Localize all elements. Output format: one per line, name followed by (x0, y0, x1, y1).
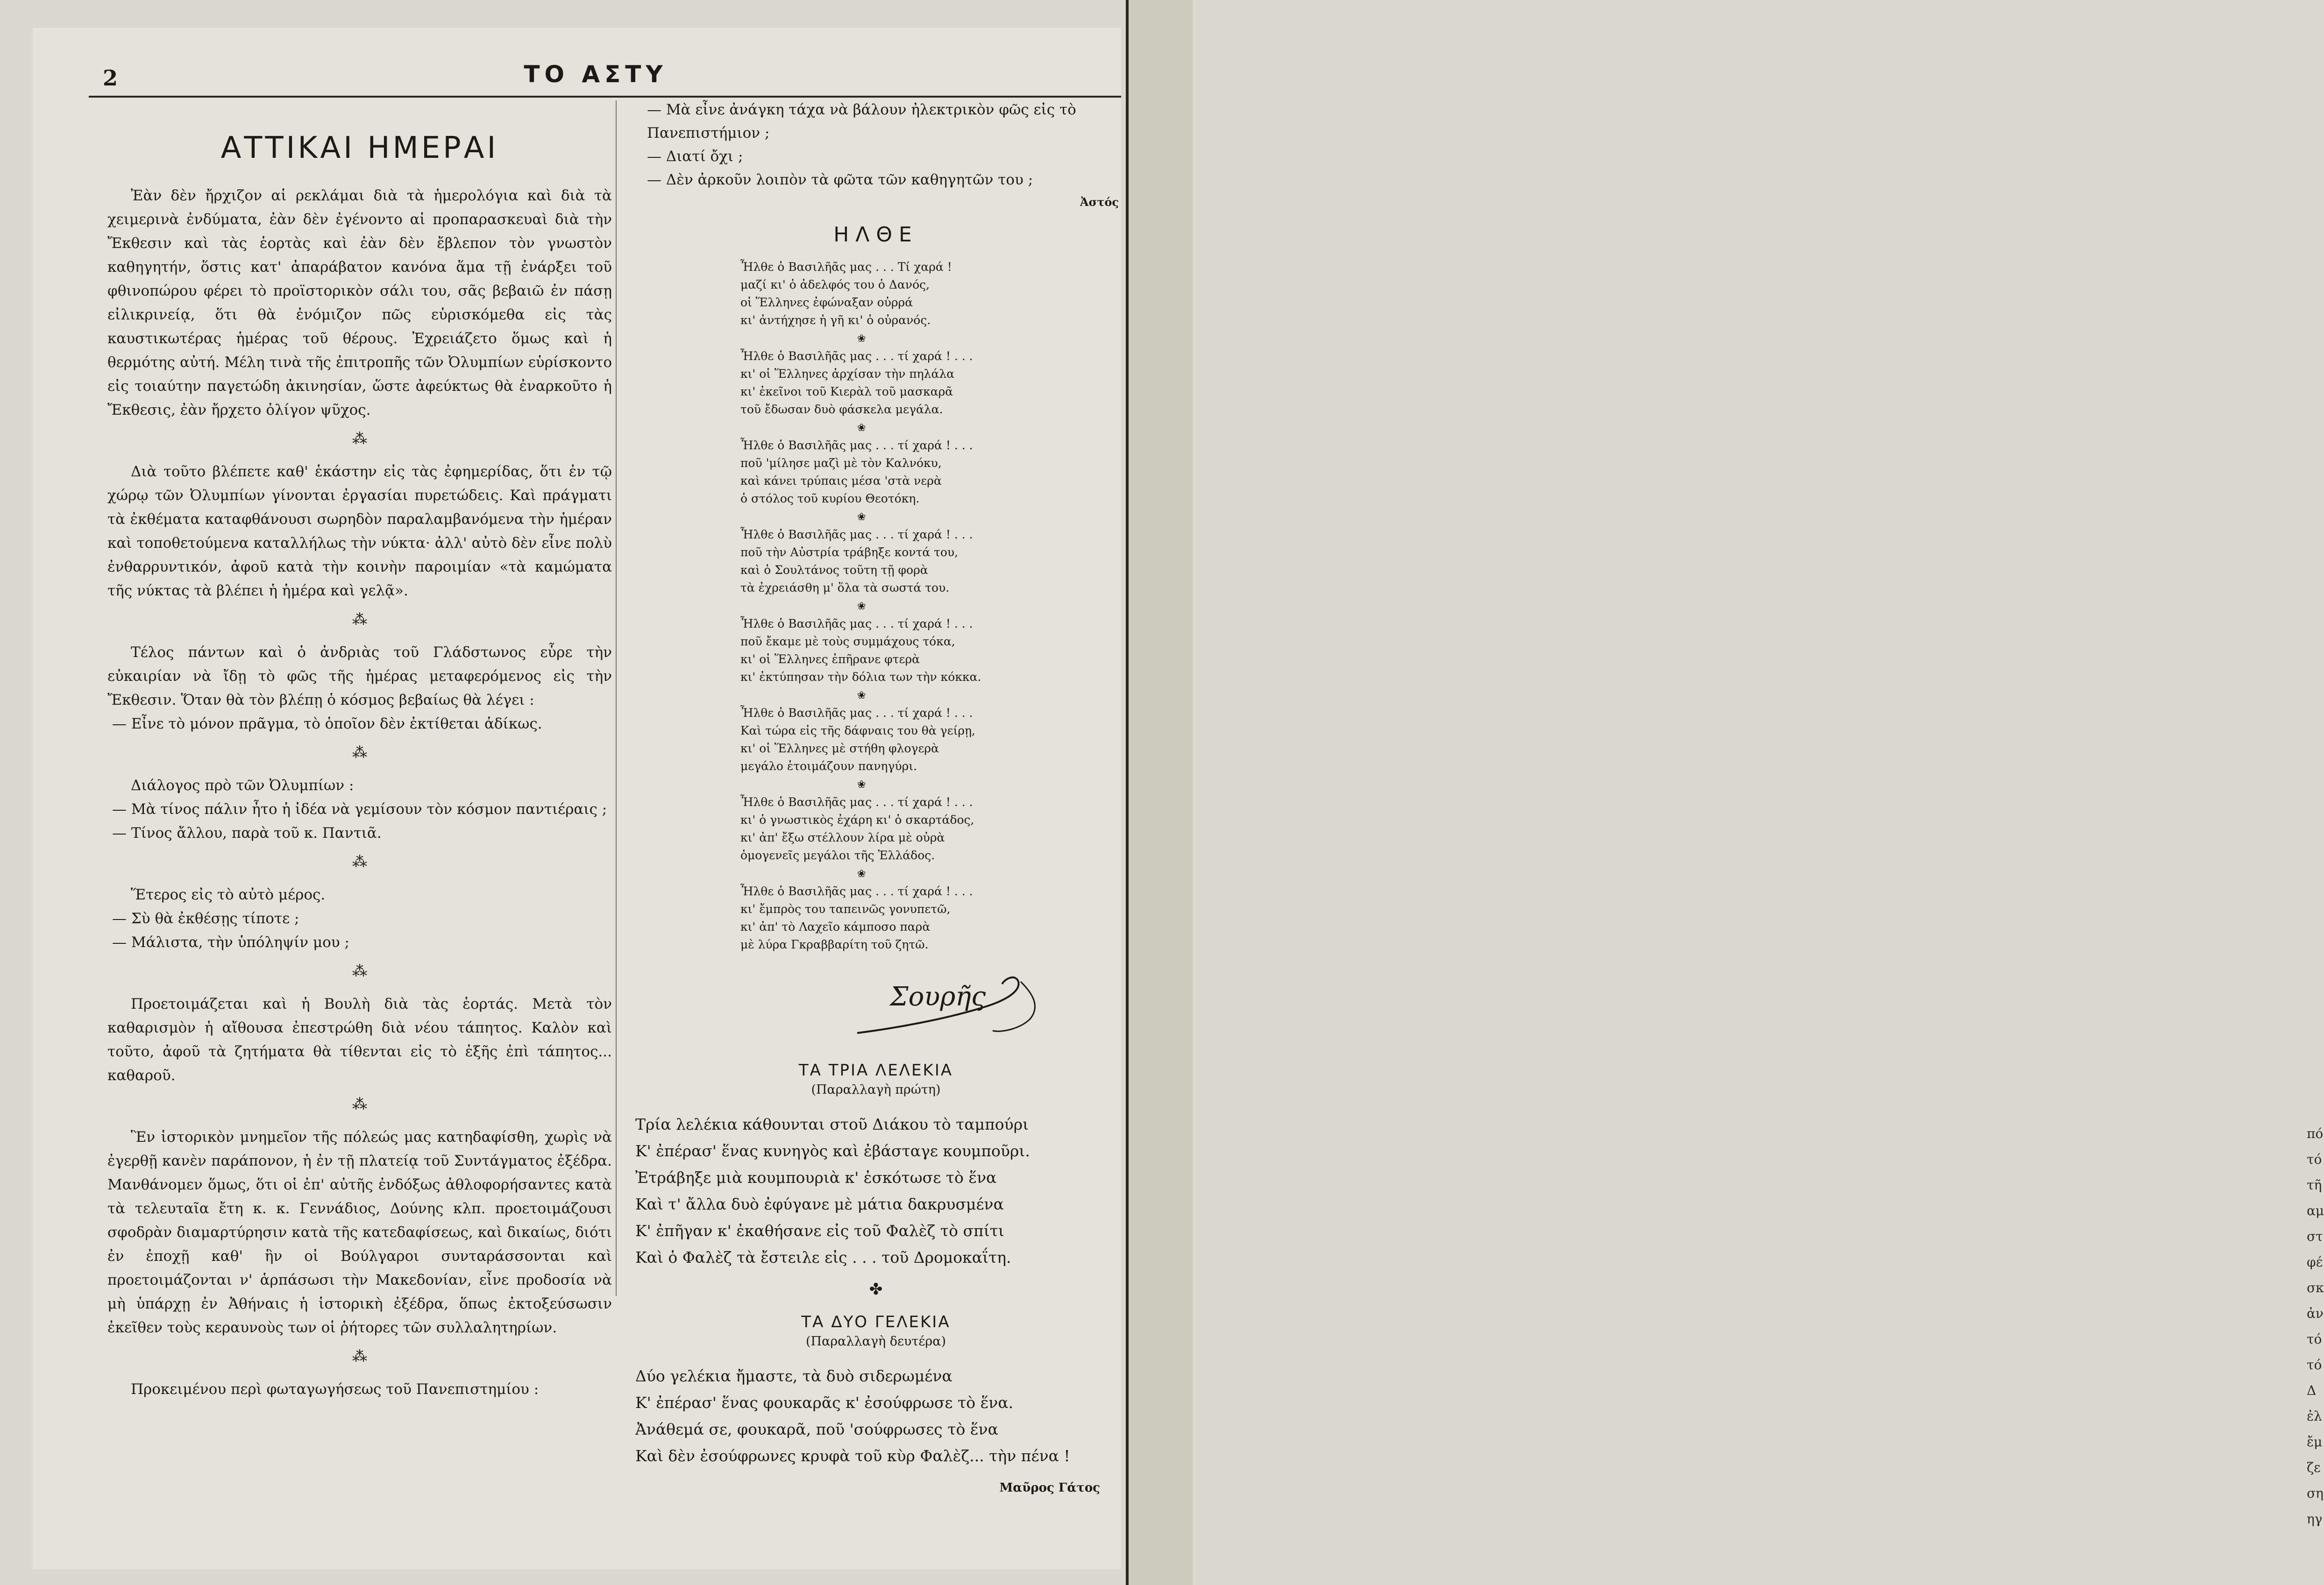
edge-letter: ση (2307, 1486, 2324, 1501)
song-1-note: (Παραλλαγὴ πρώτη) (811, 1083, 941, 1097)
stanza-line: ὁ στόλος τοῦ κυρίου Θεοτόκη. (740, 492, 920, 505)
stanza-divider: ❀ (857, 601, 866, 612)
paragraph-7: Ἓν ἱστορικὸν μνημεῖον τῆς πόλεώς μας κατηδαφίσθη, χωρὶς νὰ ἐγερθῇ κανὲν παράπονον, ἡ ἐν τῇ πλατείᾳ τοῦ Συντάγματος ἐξέδρα. Μανθάνομεν ὅμως, ὅτι οἱ ἐπ' αὐτῆς ἐνδόξως ἀθλοφορήσαντες κατὰ τὰ τελευταῖα ἔτη κ. κ. Γεννάδιος, Δούνης κλπ. προετοιμάζουσι σφοδρὰν διαμαρτύρησιν κατὰ τῆς κατεδαφίσεως, καὶ δικαίως, διότι ἐν ἐποχῇ καθ' ἣν οἱ Βούλγαροι συνταράσσονται καὶ προετοιμάζονται ν' ἁρπάσωσι τὴν Μακεδονίαν, εἶνε προδοσία νὰ μὴ ὑπάρχῃ ἐν Ἀθήναις ἡ ἱστορικὴ ἐξέδρα, ὅπως ἐκτοξεύσωσιν ἐκεῖθεν τοὺς κεραυνοὺς των οἱ ῥήτορες τῶν συλλαλητηρίων. (107, 1129, 612, 1336)
stanza-line: κι' ἀπ' τὸ Λαχεῖο κάμποσο παρὰ (740, 920, 931, 934)
verse-line: Ἀνάθεμά σε, φουκαρᾶ, ποῦ 'σούφρωσες τὸ ἕνα (635, 1420, 998, 1438)
astos-signature: Ἀστός (1080, 195, 1119, 209)
stanza-line: καὶ κάνει τρύπαις μέσα 'στὰ νερὰ (740, 474, 942, 488)
stanza-line: κι' ἀπ' ἔξω στέλλουν λίρα μὲ οὐρὰ (740, 831, 945, 844)
stanza-divider: ❀ (857, 422, 866, 434)
stanza-divider: ❀ (857, 511, 866, 523)
stanza-line: Ἦλθε ὁ Βασιλῆᾶς μας . . . τί χαρά ! . . . (740, 884, 973, 898)
song-2-note: (Παραλλαγὴ δευτέρα) (806, 1334, 946, 1349)
stanza (740, 615, 1123, 686)
verse-line: Καὶ ὁ Φαλὲζ τὰ ἔστειλε εἰς . . . τοῦ Δρομοκαΐτη. (635, 1248, 1011, 1267)
stanza-line: κι' οἱ Ἕλληνες μὲ στήθη φλογερὰ (740, 742, 939, 755)
article-heading: ΑΤΤΙΚΑΙ ΗΜΕΡΑΙ (220, 131, 499, 165)
edge-letter: πό (2307, 1126, 2324, 1141)
stanza-divider: ❀ (857, 690, 866, 701)
stanza-line: Ἦλθε ὁ Βασιλῆᾶς μας . . . τί χαρά ! . . . (740, 528, 973, 541)
stanza (740, 347, 1123, 418)
verse-line: Καὶ τ' ἄλλα δυὸ ἐφύγανε μὲ μάτια δακρυσμένα (635, 1195, 1004, 1213)
asterism-1: ⁂ (352, 430, 367, 447)
stanza-line: ποῦ 'μίλησε μαζὶ μὲ τὸν Καλνόκυ, (740, 456, 942, 470)
page-header (70, 56, 1121, 93)
header-rule (89, 96, 1121, 98)
paragraph-8: Προκειμένου περὶ φωταγωγήσεως τοῦ Πανεπιστημίου : (131, 1381, 539, 1398)
song-2-verse (628, 1363, 1123, 1469)
stanza (740, 437, 1123, 508)
dialog-line-3: — Δὲν ἀρκοῦν λοιπὸν τὰ φῶτα τῶν καθηγητῶν του ; (647, 171, 1033, 188)
asterism-5: ⁂ (352, 962, 367, 980)
edge-letter: ἀν (2307, 1306, 2324, 1321)
asterism-7: ⁂ (352, 1347, 367, 1365)
paragraph-4-line-2: — Τίνος ἄλλου, παρὰ τοῦ κ. Παντιᾶ. (112, 825, 382, 842)
edge-letter: τό (2307, 1357, 2322, 1373)
poem-stanzas (628, 258, 1123, 954)
stanza (740, 883, 1123, 954)
stanza-line: κι' οἱ Ἕλληνες ἀρχίσαν τὴν πηλάλα (740, 367, 955, 381)
edge-letter: ἐλ (2307, 1408, 2322, 1424)
stanza-line: κι' ἔμπρὸς του ταπεινῶς γονυπετῶ, (740, 902, 951, 916)
edge-letter: ηγ (2307, 1511, 2323, 1527)
signature-area (628, 963, 1123, 1047)
paragraph-3: Τέλος πάντων καὶ ὁ ἀνδριὰς τοῦ Γλάδστωνος εὗρε τὴν εὐκαιρίαν νὰ ἴδῃ τὸ φῶς τῆς ἡμέρας μεταφερόμενος εἰς τὴν Ἔκθεσιν. Ὅταν θὰ τὸν βλέπῃ ὁ κόσμος βεβαίως θὰ λέγει : (107, 644, 612, 708)
stanza-line: μὲ λύρα Γκραββαρίτη τοῦ ζητῶ. (740, 938, 929, 951)
stanza-line: Καὶ τώρα εἰς τῆς δάφναις του θὰ γείρῃ, (740, 724, 976, 737)
stanza-line: Ἦλθε ὁ Βασιλῆᾶς μας . . . τί χαρά ! . . . (740, 795, 973, 809)
newspaper-title: ΤΟ ΑΣΤΥ (524, 61, 668, 88)
edge-letter: στ (2307, 1229, 2323, 1244)
paragraph-5-line-1: — Σὺ θὰ ἐκθέσῃς τίποτε ; (112, 910, 299, 927)
stanza-divider: ❀ (857, 779, 866, 791)
song-1-verse (628, 1111, 1123, 1271)
verse-line: Τρία λελέκια κάθουνται στοῦ Διάκου τὸ ταμπούρι (635, 1115, 1029, 1133)
paragraph-5-line-2: — Μάλιστα, τὴν ὑπόληψίν μου ; (112, 934, 349, 951)
paragraph-3-dialog: — Εἶνε τὸ μόνον πρᾶγμα, τὸ ὁποῖον δὲν ἐκτίθεται ἀδίκως. (112, 715, 542, 732)
edge-letter: ἔμ (2307, 1434, 2323, 1450)
stanza-line: κι' ἐκεῖνοι τοῦ Κιερὰλ τοῦ μασκαρᾶ (740, 385, 953, 398)
verse-line: Ἐτράβηξε μιὰ κουμπουριὰ κ' ἐσκότωσε τὸ ἕνα (635, 1168, 997, 1187)
verse-line: Καὶ δὲν ἐσούφρωνες κρυφὰ τοῦ κὺρ Φαλὲζ... τὴν πένα ! (635, 1447, 1070, 1465)
poem-title: ΗΛΘΕ (833, 223, 918, 247)
stanza-line: ποῦ ἔκαμε μὲ τοὺς συμμάχους τόκα, (740, 635, 955, 648)
ornament-divider: ✤ (869, 1280, 883, 1299)
left-column (107, 121, 612, 1401)
edge-letter: Δ (2307, 1383, 2317, 1398)
article-body (107, 184, 612, 1401)
edge-letter: ζε (2307, 1460, 2321, 1475)
dialog-line-2: — Διατί ὄχι ; (647, 148, 743, 165)
verse-line: Κ' ἐπῆγαν κ' ἐκαθήσανε εἰς τοῦ Φαλὲζ τὸ σπίτι (635, 1222, 1004, 1240)
stanza-line: κι' ἀντήχησε ἡ γῆ κι' ὁ οὐρανός. (740, 313, 931, 327)
dialog-line-1: — Μὰ εἶνε ἀνάγκη τάχα νὰ βάλουν ἠλεκτρικὸν φῶς εἰς τὸ Πανεπιστήμιον ; (647, 101, 1076, 142)
paragraph-2: Διὰ τοῦτο βλέπετε καθ' ἑκάστην εἰς τὰς ἐφημερίδας, ὅτι ἐν τῷ χώρῳ τῶν Ὀλυμπίων γίνονται ἐργασίαι πυρετώδεις. Καὶ πράγματι τὰ ἐκθέματα καταφθάνουσι σωρηδὸν παραλαμβανόμενα τὴν ἡμέραν καὶ τοποθετούμενα καταλλήλως τὴν νύκτα· ἀλλ' αὐτὸ δὲν εἶνε πολὺ ἐνθαρρυντικόν, ἀφοῦ κατὰ τὴν κοινὴν παροιμίαν «τὰ καμώματα τῆς νύκτας τὰ βλέπει ἡ ἡμέρα καὶ γελᾷ». (107, 463, 612, 599)
stanza-line: μαζί κι' ὁ ἀδελφός του ὁ Δανός, (740, 278, 930, 291)
stanza-line: Ἦλθε ὁ Βασιλῆᾶς μας . . . τί χαρά ! . . . (740, 617, 973, 630)
closing-signature: Μαῦρος Γάτος (999, 1481, 1100, 1495)
asterism-2: ⁂ (352, 610, 367, 628)
edge-letters (2307, 1121, 2324, 1532)
stanza (740, 258, 1123, 329)
stanza-divider: ❀ (857, 333, 866, 345)
asterism-4: ⁂ (352, 853, 367, 870)
edge-letter: τό (2307, 1331, 2322, 1347)
stanza-line: τοῦ ἔδωσαν δυὸ φάσκελα μεγάλα. (740, 403, 943, 416)
stanza-line: Ἦλθε ὁ Βασιλῆᾶς μας . . . Τί χαρά ! (740, 260, 952, 274)
stanza-line: τὰ ἐχρειάσθη μ' ὅλα τὰ σωστά του. (740, 581, 950, 594)
asterism-3: ⁂ (352, 743, 367, 761)
verse-line: Κ' ἐπέρασ' ἕνας κυνηγὸς καὶ ἐβάσταγε κουμποῦρι. (635, 1142, 1030, 1160)
paragraph-4-intro: Διάλογος πρὸ τῶν Ὀλυμπίων : (131, 777, 354, 794)
edge-letter: αμ (2307, 1203, 2324, 1218)
page-number: 2 (103, 65, 118, 91)
verse-line: Δύο γελέκια ἤμαστε, τὰ δυὸ σιδερωμένα (635, 1367, 952, 1385)
column-divider (616, 100, 617, 1296)
stanza-line: ὁμογενεῖς μεγάλοι τῆς Ἑλλάδος. (740, 849, 935, 862)
university-dialog (628, 98, 1123, 191)
stanza-line: καὶ ὁ Σουλτάνος τοῦτη τῇ φορὰ (740, 563, 928, 577)
stanza (740, 526, 1123, 597)
adjacent-page-edge (1126, 0, 2324, 1585)
stanza (740, 704, 1123, 775)
edge-letter: τό (2307, 1152, 2322, 1167)
paragraph-5-intro: Ἕτερος εἰς τὸ αὐτὸ μέρος. (131, 886, 326, 903)
stanza-line: κι' οἱ Ἕλληνες ἐπῆρανε φτερὰ (740, 652, 920, 666)
edge-letter: φέ (2307, 1254, 2323, 1270)
stanza-line: ποῦ τὴν Αὐστρία τράβηξε κοντά του, (740, 545, 959, 559)
paragraph-1: Ἐὰν δὲν ἤρχιζον αἱ ρεκλάμαι διὰ τὰ ἡμερολόγια καὶ διὰ τὰ χειμερινὰ ἐνδύματα, ἐὰν δὲν ἐγένοντο αἱ προπαρασκευαὶ διὰ τὴν Ἔκθεσιν καὶ τὰς ἑορτὰς καὶ ἐὰν δὲν ἔβλεπον τὸν γνωστὸν καθηγητήν, ὅστις κατ' ἀπαράβατον κανόνα ἅμα τῇ ἐνάρξει τοῦ φθινοπώρου φέρει τὸ προϊστορικὸν σάλι του, σᾶς βεβαιῶ ἐν πάσῃ εἰλικρινείᾳ, ὅτι θὰ ἐνόμιζον πῶς εὑρισκόμεθα εἰς τὰς καυστικωτέρας ἡμέρας τοῦ θέρους. Ἐχρειάζετο ὅμως καὶ ἡ θερμότης αὐτή. Μέλη τινὰ τῆς ἐπιτροπῆς τῶν Ὀλυμπίων εὑρίσκοντο εἰς τοιαύτην παγετώδη ἀκινησίαν, ὥστε ἀφεύκτως θὰ ἐναρκοῦτο ἡ Ἔκθεσις, ἐὰν ἤρχετο ὀλίγον ψῦχος. (107, 187, 612, 418)
stanza-line: οἱ Ἕλληνες ἐφώναξαν οὐρρά (740, 296, 913, 309)
stanza-line: Ἦλθε ὁ Βασιλῆᾶς μας . . . τί χαρά ! . . . (740, 349, 973, 363)
song-1-title: ΤΑ ΤΡΙΑ ΛΕΛΕΚΙΑ (798, 1061, 953, 1080)
verse-line: Κ' ἐπέρασ' ἕνας φουκαρᾶς κ' ἐσούφρωσε τὸ ἕνα. (635, 1394, 1014, 1412)
edge-letter: τῆ (2307, 1177, 2322, 1193)
edge-letter: σκ (2307, 1280, 2324, 1295)
right-column (628, 98, 1123, 1495)
stanza-divider: ❀ (857, 868, 866, 880)
paragraph-4-line-1: — Μὰ τίνος πάλιν ἦτο ἡ ἰδέα νὰ γεμίσουν τὸν κόσμον παντιέραις ; (112, 801, 607, 818)
asterism-6: ⁂ (352, 1095, 367, 1113)
signature-text: Σουρῆς (890, 982, 986, 1012)
stanza-line: Ἦλθε ὁ Βασιλῆᾶς μας . . . τί χαρά ! . . . (740, 706, 973, 720)
stanza-line: μεγάλο ἑτοιμάζουν πανηγύρι. (740, 759, 917, 773)
stanza-line: κι' ὁ γνωστικὸς ἐχάρη κι' ὁ σκαρτάδος, (740, 813, 974, 827)
stanza (740, 793, 1123, 864)
stanza-line: κι' ἐκτύπησαν τὴν δόλια των τὴν κόκκα. (740, 670, 981, 684)
paragraph-6: Προετοιμάζεται καὶ ἡ Βουλὴ διὰ τὰς ἑορτάς. Μετὰ τὸν καθαρισμὸν ἡ αἴθουσα ἐπεστρώθη διὰ νέου τάπητος. Καλὸν καὶ τοῦτο, ἀφοῦ τὰ ζητήματα θὰ τίθενται εἰς τὸ ἑξῆς ἐπὶ τάπητος... καθαροῦ. (107, 996, 612, 1084)
song-2-title: ΤΑ ΔΥΟ ΓΕΛΕΚΙΑ (801, 1313, 951, 1331)
stanza-line: Ἦλθε ὁ Βασιλῆᾶς μας . . . τί χαρά ! . . . (740, 439, 973, 452)
